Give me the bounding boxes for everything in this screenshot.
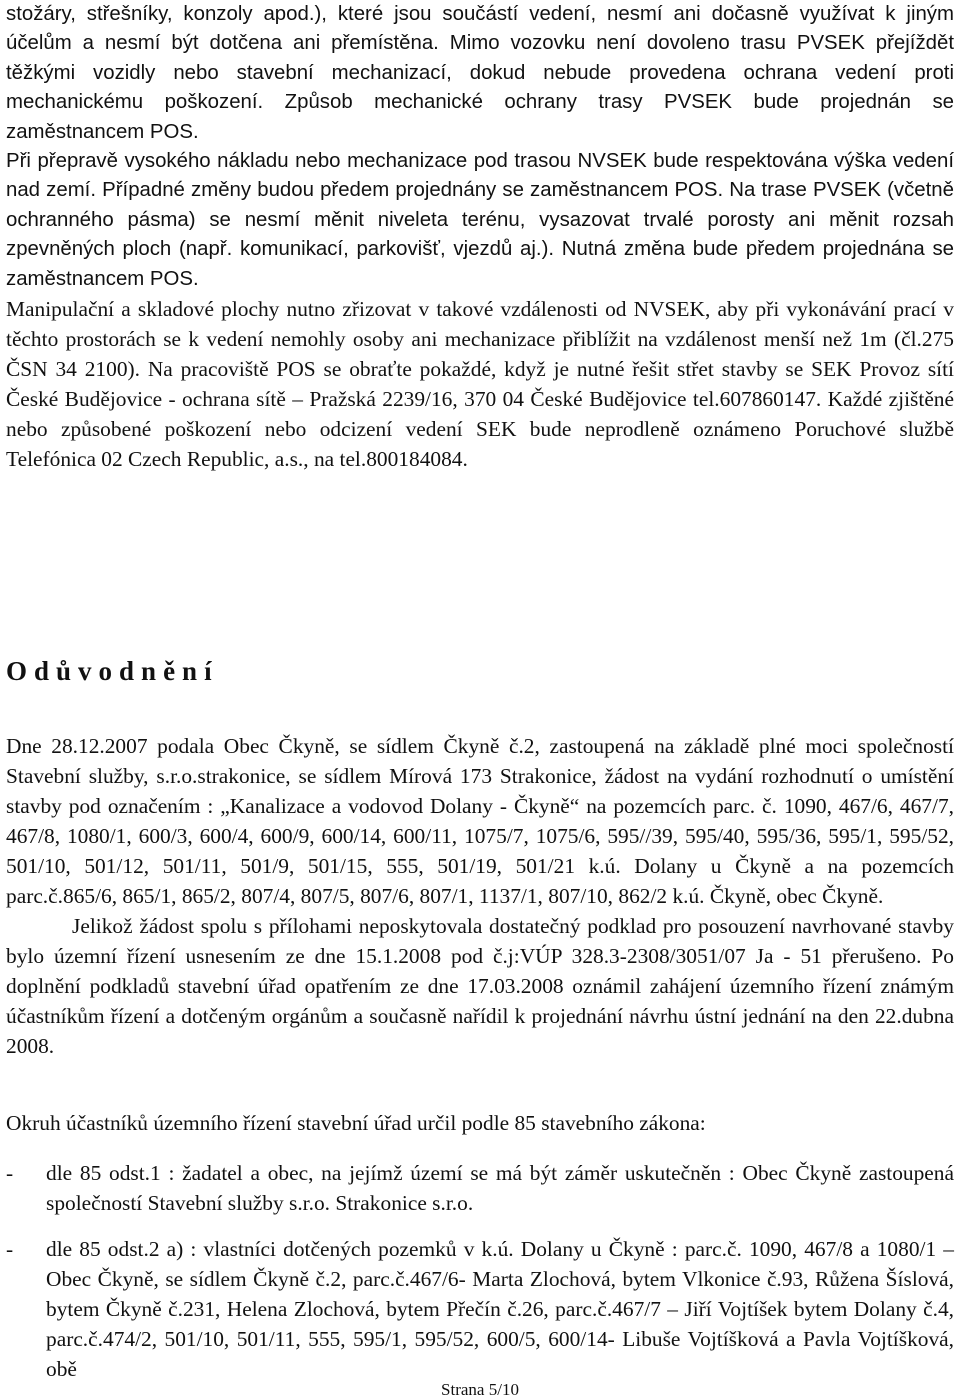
paragraph: Manipulační a skladové plochy nutno zřizovat v takové vzdálenosti od NVSEK, aby při vykonávání prací v těchto prostorách se k vedení nemohly osoby ani mechanizace přiblížit na vzdálenost menší než 1m (čl.275 ČSN 34 2100). Na pracoviště POS se obraťte pokaždé, když je nutné řešit střet stavby se SEK Provoz sítí České Budějovice - ochrana sítě – Pražská 2239/16, 370 04 České Budějovice tel.607860147. Každé zjištěné nebo způsobené poškození nebo odcizení vedení SEK bude neprodleně oznámeno Poruchové službě Telefónica 02 Czech Republic, a.s., na tel.800184084.: [6, 297, 954, 472]
paragraph: stožáry, střešníky, konzoly apod.), které jsou součástí vedení, nesmí ani dočasně využívat k jiným účelům a nesmí být dotčena ani přemístěna. Mimo vozovku není dovoleno trasu PVSEK přejíždět těžkými vozidly nebo stavební mechanizací, dokud nebude provedena ochrana vedení proti mechanickému poškození. Způsob mechanické ochrany trasy PVSEK bude projednán se zaměstnancem POS.: [6, 3, 954, 143]
participants-section: [6, 1108, 954, 1400]
paragraph: Dne 28.12.2007 podala Obec Čkyně, se sídlem Čkyně č.2, zastoupená na základě plné moci společností Stavební služby, s.r.o.strakonice, se sídlem Mírová 173 Strakonice, žádost na vydání rozhodnutí o umístění stavby pod označením : „Kanalizace a vodovod Dolany - Čkyně“ na pozemcích parc. č. 1090, 467/6, 467/7, 467/8, 1080/1, 600/3, 600/4, 600/9, 600/14, 600/11, 1075/7, 1075/6, 595//39, 595/40, 595/36, 595/1, 595/52, 501/10, 501/12, 501/11, 501/9, 501/15, 555, 501/19, 501/21 k.ú. Dolany u Čkyně a na pozemcích parc.č.865/6, 865/1, 865/2, 807/4, 807/5, 807/6, 807/1, 1137/1, 807/10, 862/2 k.ú. Čkyně, obec Čkyně.: [6, 734, 954, 908]
document-page: [6, 0, 954, 474]
list-bullet: -: [6, 1237, 14, 1261]
justification-section: [6, 731, 954, 1061]
list-item: [6, 1158, 954, 1218]
page-number: Strana 5/10: [441, 1380, 519, 1399]
paragraph: Jelikož žádost spolu s přílohami neposkytovala dostatečný podklad pro posouzení navrhované stavby bylo územní řízení usnesením ze dne 15.1.2008 pod č.j:VÚP 328.3-2308/3051/07 Ja - 51 přerušeno. Po doplnění podkladů stavební úřad opatřením ze dne 17.03.2008 oznámil zahájení územního řízení známým účastníkům řízení a dotčeným orgánům a současně nařídil k projednání návrhu ústní jednání na den 22.dubna 2008.: [6, 914, 954, 1058]
serif-text-block: [6, 294, 954, 474]
list-item-text: dle 85 odst.2 a) : vlastníci dotčených pozemků v k.ú. Dolany u Čkyně : parc.č. 1090, 467/8 a 1080/1 – Obec Čkyně, se sídlem Čkyně č.2, parc.č.467/6- Marta Zlochová, bytem Vlkonice č.93, Růžena Šíslová, bytem Čkyně č.231, Helena Zlochová, bytem Přečín č.26, parc.č.467/7 – Jiří Vojtíšek bytem Dolany č.4, parc.č.474/2, 501/10, 501/11, 555, 595/1, 595/52, 600/5, 600/14- Libuše Vojtíšková a Pavla Vojtíšková, obě: [46, 1237, 954, 1381]
list-item: [6, 1234, 954, 1384]
list-bullet: -: [6, 1161, 14, 1185]
upper-text-block: [6, 0, 954, 294]
paragraph: Okruh účastníků územního řízení stavební úřad určil podle 85 stavebního zákona:: [6, 1111, 706, 1135]
paragraph: Při přepravě vysokého nákladu nebo mechanizace pod trasou NVSEK bude respektována výška vedení nad zemí. Případné změny budou předem projednány se zaměstnancem POS. Na trase PVSEK (včetně ochranného pásma) se nesmí měnit niveleta terénu, vysazovat trvalé porosty ani měnit rozsah zpevněných ploch (např. komunikací, parkovišť, vjezdů aj.). Nutná změna bude předem projednána se zaměstnancem POS.: [6, 150, 954, 290]
section-heading: Odůvodnění: [6, 656, 219, 686]
list-item-text: dle 85 odst.1 : žadatel a obec, na jejímž území se má být záměr uskutečněn : Obec Čkyně zastoupená společností Stavební služby s.r.o. Strakonice s.r.o.: [46, 1161, 954, 1215]
participants-list: [6, 1158, 954, 1384]
